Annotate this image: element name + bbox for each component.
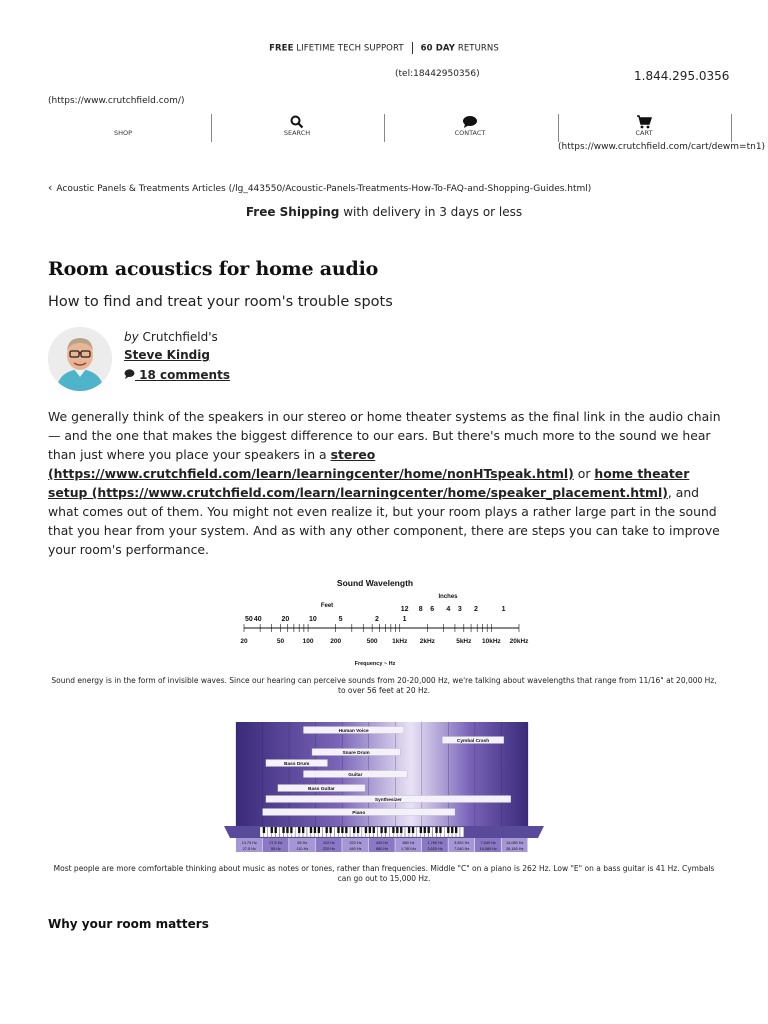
wave-inch-tick: 3 — [457, 606, 462, 613]
black-key — [380, 827, 382, 833]
breadcrumb-label: Acoustic Panels & Treatments Articles (/lg_443550/Acoustic-Panels-Treatments-How-To-FAQ-and-Shopping-Guides.html) — [56, 184, 592, 194]
nav-divider — [384, 114, 385, 142]
band-label: 440 Hz — [349, 847, 362, 851]
black-key — [408, 827, 410, 833]
nav-cart-label: CART — [635, 129, 653, 137]
chat-bubble-icon — [440, 115, 500, 129]
wave-freq-tick: 2kHz — [419, 638, 435, 645]
band-label: 110 Hz — [296, 847, 309, 851]
instrument-label: Cymbal Crash — [456, 739, 490, 744]
black-key — [310, 827, 312, 833]
wave-inch-tick: 4 — [446, 606, 451, 613]
nav-search[interactable] — [267, 114, 327, 142]
cart-icon — [614, 115, 674, 129]
instrument-svg — [220, 718, 548, 854]
wave-ticks — [240, 606, 529, 645]
black-key — [353, 827, 355, 833]
band-label: 13.75 Hz — [241, 841, 257, 845]
instrument-range-figure — [220, 718, 548, 854]
wave-title: Sound Wavelength — [336, 578, 414, 588]
black-key — [345, 827, 347, 833]
instrument-caption: Most people are more comfortable thinking about music as notes or tones, rather than frequencies. Middle "C" on a piano is 262 Hz. Low "E" on a bass guitar is 41 Hz. Cymbals can go out to 15,000 Hz. — [53, 864, 715, 883]
stereo-link[interactable]: stereo (https://www.crutchfield.com/learn/learningcenter/home/nonHTspeak.html) — [48, 447, 574, 481]
black-key — [314, 827, 316, 833]
breadcrumb[interactable] — [48, 181, 591, 194]
wave-inch-tick: 2 — [473, 606, 478, 613]
band-label: 220 Hz — [349, 841, 362, 845]
wave-feet-tick: 20 — [281, 616, 290, 623]
comments-label: 18 comments — [135, 368, 230, 382]
black-key — [428, 827, 430, 833]
band-label: 27.5 Hz — [269, 841, 283, 845]
black-key — [329, 827, 331, 833]
band-label: 1,760 Hz — [427, 841, 443, 845]
black-key — [412, 827, 414, 833]
black-key — [282, 827, 284, 833]
page-title: Room acoustics for home audio — [48, 258, 379, 280]
band-label: 880 Hz — [402, 841, 415, 845]
black-key — [263, 827, 265, 833]
black-key — [435, 827, 437, 833]
wavelength-svg — [232, 573, 532, 673]
black-key — [369, 827, 371, 833]
comment-icon — [124, 368, 135, 382]
wave-freq-tick: 500 — [366, 638, 378, 645]
black-key — [373, 827, 375, 833]
band-label: 880 Hz — [375, 847, 389, 851]
black-key — [455, 827, 457, 833]
shop-icon — [93, 115, 153, 129]
wave-feet-label: Feet — [320, 603, 334, 609]
wave-feet-tick: 1 — [402, 616, 407, 623]
author-link[interactable]: Steve Kindig — [124, 348, 210, 362]
wave-feet-tick: 2 — [375, 616, 379, 623]
search-icon — [267, 115, 327, 129]
home-theater-link[interactable]: home theater setup (https://www.crutchfield.com/learn/learningcenter/home/speaker_placement.html) — [48, 466, 690, 500]
black-key — [384, 827, 386, 833]
band-label: 3,520 Hz — [427, 847, 443, 851]
wave-freq-tick: 200 — [330, 638, 342, 645]
nav-cart[interactable] — [614, 114, 674, 142]
author-avatar — [48, 327, 112, 391]
comments-link[interactable] — [124, 368, 230, 382]
nav-shop-label: SHOP — [113, 129, 133, 137]
black-key — [302, 827, 304, 833]
wave-freq-tick: 5kHz — [456, 638, 472, 645]
wave-feet-tick: 5 — [338, 616, 343, 623]
wave-inches-label: Inches — [438, 594, 458, 600]
black-key — [271, 827, 273, 833]
promo-days-rest: RETURNS — [455, 43, 499, 54]
instrument-label: Snare Drum — [342, 751, 370, 756]
black-key — [318, 827, 320, 833]
band-label: 55 Hz — [297, 841, 308, 845]
instrument-label: Piano — [352, 811, 366, 816]
white-key — [460, 827, 464, 837]
black-key — [447, 827, 449, 833]
black-key — [392, 827, 394, 833]
byline-by: by — [124, 330, 139, 344]
nav-divider — [731, 114, 732, 142]
nav-search-label: SEARCH — [283, 129, 311, 137]
wave-feet-tick: 40 — [253, 616, 262, 623]
tel-link[interactable]: (tel:18442950356) — [395, 69, 480, 79]
black-key — [400, 827, 402, 833]
nav-divider — [211, 114, 212, 142]
black-key — [326, 827, 328, 833]
page-subtitle: How to find and treat your room's trouble spots — [48, 294, 393, 310]
wave-feet-tick: 10 — [309, 616, 317, 623]
promo-days-bold: 60 DAY — [420, 43, 456, 54]
black-key — [439, 827, 441, 833]
nav-divider — [558, 114, 559, 142]
band-label: 440 Hz — [375, 841, 389, 845]
wavelength-figure — [232, 573, 532, 673]
band-label: 1,760 Hz — [400, 847, 417, 851]
black-key — [337, 827, 339, 833]
black-key — [357, 827, 359, 833]
instrument-label: Bass Guitar — [307, 787, 335, 792]
shipping-banner — [0, 205, 768, 219]
band-label: 110 Hz — [323, 841, 335, 845]
instrument-label: Human Voice — [338, 729, 369, 734]
shipping-bold: Free Shipping — [245, 205, 340, 219]
nav-contact[interactable] — [440, 114, 500, 142]
nav-shop[interactable] — [93, 114, 153, 142]
band-label: 28,160 Hz — [506, 847, 524, 851]
band-labels — [236, 838, 528, 852]
black-key — [365, 827, 367, 833]
wave-inch-tick: 6 — [430, 606, 435, 613]
band-label: 220 Hz — [322, 847, 335, 851]
black-key — [451, 827, 453, 833]
nav-contact-label: CONTACT — [454, 129, 486, 137]
black-key — [424, 827, 426, 833]
black-key — [286, 827, 288, 833]
band-label: 3,520 Hz — [454, 841, 470, 845]
wave-inch-tick: 12 — [400, 606, 409, 613]
wave-freq-tick: 1kHz — [392, 638, 408, 645]
black-key — [290, 827, 292, 833]
wave-freq-tick: 10kHz — [482, 638, 501, 645]
wavelength-caption: Sound energy is in the form of invisible waves. Since our hearing can perceive sounds from 20-20,000 Hz, we're talking about wavelengths that range from 11/16" at 20,000 Hz, to over 56 feet at 20 Hz. — [51, 676, 717, 695]
black-key — [396, 827, 398, 833]
promo-divider — [412, 42, 413, 54]
main-nav — [48, 114, 766, 168]
para-text: We generally think of the speakers in our stereo or home theater systems as the final link in the audio chain — and the one that makes the biggest difference to our ears. But there's much more to the sound we hear than just where you place your speakers in a — [48, 409, 721, 462]
band-label: 27.5 Hz — [242, 847, 256, 851]
chevron-left-icon: ‹ — [48, 181, 53, 194]
para-text: or — [573, 466, 595, 481]
band-label: 14,080 Hz — [506, 841, 524, 845]
wave-inch-tick: 8 — [418, 606, 423, 613]
byline-rest: Crutchfield's — [138, 330, 218, 344]
band-label: 55 Hz — [270, 847, 281, 851]
phone-number[interactable]: 1.844.295.0356 — [634, 69, 730, 83]
band-label: 14,080 Hz — [479, 847, 497, 851]
intro-paragraph — [48, 407, 728, 559]
author-byline — [124, 328, 218, 364]
black-key — [341, 827, 343, 833]
wave-freq-tick: 50 — [276, 638, 285, 645]
instrument-label: Synthesizer — [374, 798, 402, 803]
home-link[interactable]: (https://www.crutchfield.com/) — [48, 96, 185, 106]
instrument-label: Bass Drum — [284, 762, 310, 767]
wave-freq-tick: 100 — [302, 638, 314, 645]
shipping-rest: with delivery in 3 days or less — [339, 205, 523, 219]
black-key — [298, 827, 300, 833]
black-key — [275, 827, 277, 833]
para-text: , and what comes out of them. You might not even realize it, but your room plays a rather large part in the sound that you hear from your system. And as with any other component, there are steps you can take to improve your room's performance. — [48, 485, 720, 557]
wave-freq-tick: 20 — [240, 638, 248, 645]
promo-free-bold: FREE — [269, 43, 294, 54]
section-heading: Why your room matters — [48, 917, 209, 931]
black-key — [420, 827, 422, 833]
wave-inch-tick: 1 — [501, 606, 506, 613]
band-label: 7,040 Hz — [454, 847, 470, 851]
band-label: 7,040 Hz — [480, 841, 496, 845]
wave-feet-tick: 50 — [244, 616, 253, 623]
wave-freq-tick: 20kHz — [509, 638, 529, 645]
wave-freq-label: Frequency ~ Hz — [354, 661, 396, 667]
promo-free-rest: LIFETIME TECH SUPPORT — [293, 43, 404, 54]
cart-link[interactable]: (https://www.crutchfield.com/cart/dewm=tn1) — [558, 142, 766, 152]
instrument-label: Guitar — [348, 773, 363, 778]
promo-bar — [0, 42, 768, 54]
